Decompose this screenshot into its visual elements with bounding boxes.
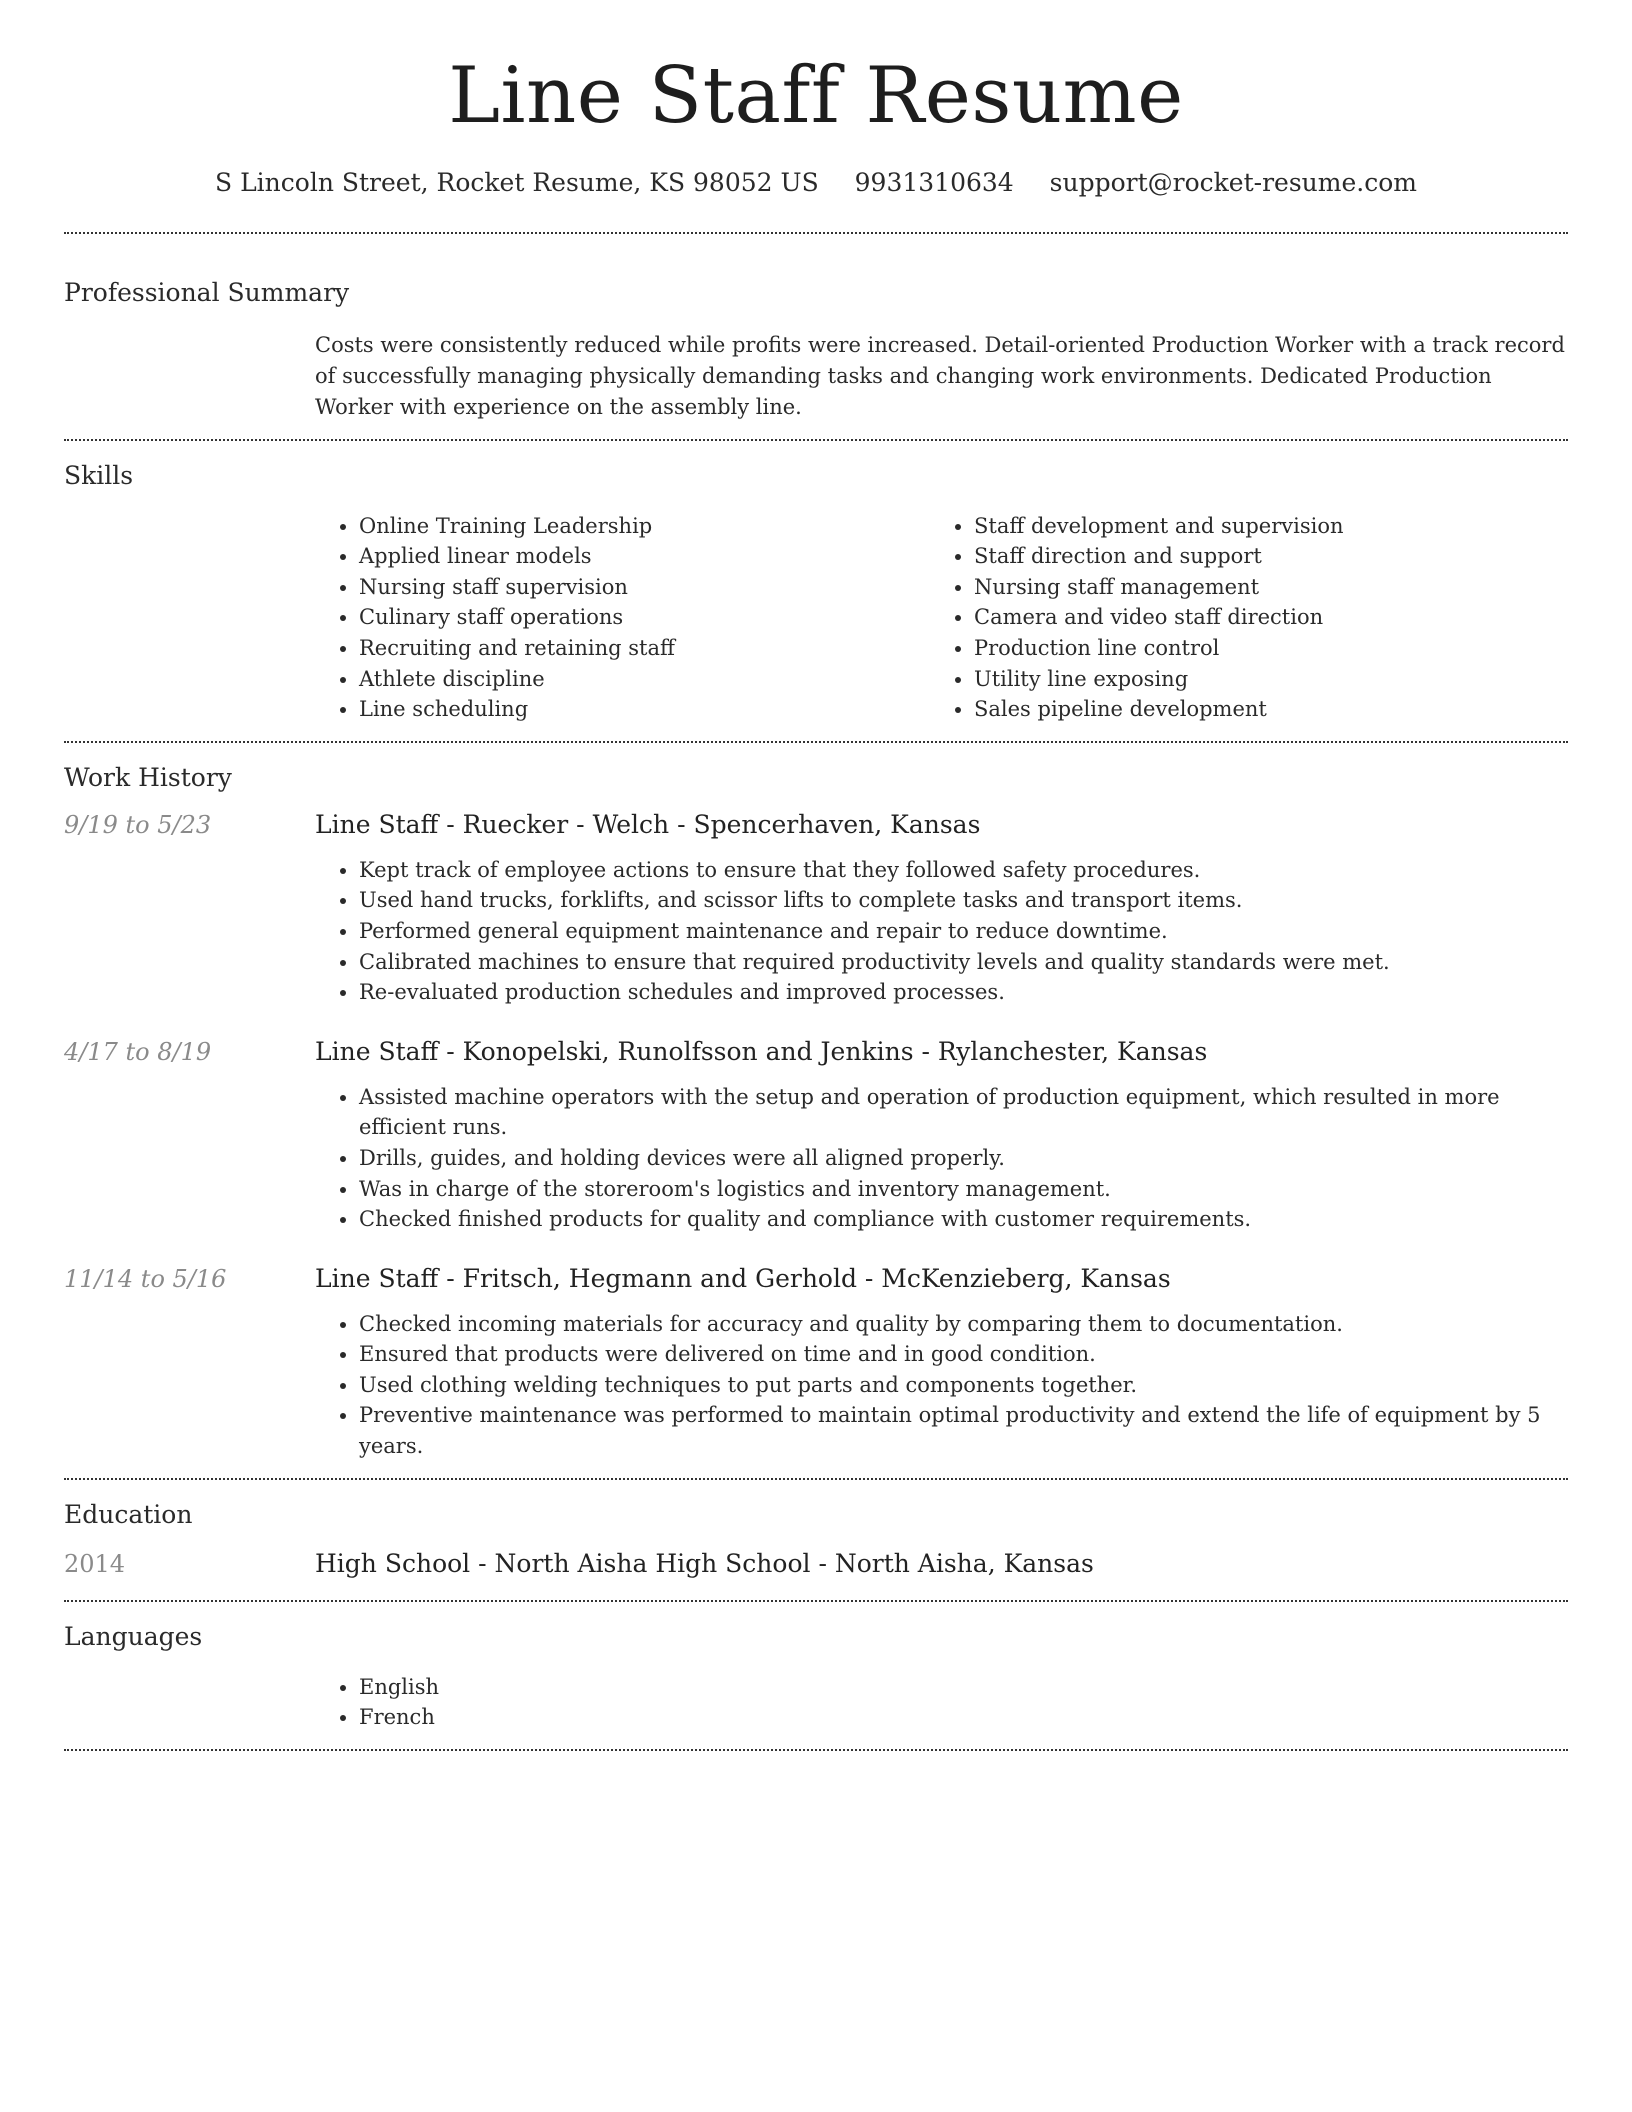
skill-item: • Recruiting and retaining staff [359,633,930,664]
job-entry [64,1263,1568,1462]
summary-section [64,234,1568,439]
skill-item: • Camera and video staff direction [974,602,1568,633]
education-title: High School - North Aisha High School - North Aisha, Kansas [315,1548,1094,1578]
skill-item: • Production line control [974,633,1568,664]
summary-text: Costs were consistently reduced while profits were increased. Detail-oriented Production Worker with a track record of successfully managing physically demanding tasks and changing work environments. Dedicated Production Worker with experience on the assembly line. [315,332,1565,419]
language-item: • English [359,1672,1568,1703]
section-heading-summary: Professional Summary [64,277,350,307]
section-heading-work: Work History [64,762,232,792]
skill-item: • Nursing staff management [974,572,1568,603]
contact-address: S Lincoln Street, Rocket Resume, KS 98052 US [215,167,819,197]
skill-item: • Athlete discipline [359,664,930,695]
job-bullet: • Was in charge of the storeroom's logistics and inventory management. [359,1174,1568,1205]
section-heading-education: Education [64,1499,193,1529]
job-entry [64,1036,1568,1235]
job-bullet: • Used hand trucks, forklifts, and scissor lifts to complete tasks and transport items. [359,885,1568,916]
contact-line [64,168,1568,198]
divider [64,1749,1568,1751]
job-bullet: • Assisted machine operators with the setup and operation of production equipment, which resulted in more efficient runs. [359,1082,1568,1143]
skills-column-right [930,511,1568,725]
job-title: Line Staff - Ruecker - Welch - Spencerhaven, Kansas [315,809,981,839]
job-entry [64,809,1568,1008]
skill-item: • Culinary staff operations [359,602,930,633]
job-bullet: • Checked finished products for quality and compliance with customer requirements. [359,1204,1568,1235]
skill-item: • Online Training Leadership [359,511,930,542]
education-year: 2014 [64,1549,126,1578]
job-bullet: • Re-evaluated production schedules and improved processes. [359,977,1568,1008]
job-dates: 4/17 to 8/19 [64,1037,212,1066]
job-title: Line Staff - Konopelski, Runolfsson and Jenkins - Rylanchester, Kansas [315,1036,1208,1066]
contact-phone: 9931310634 [854,167,1014,197]
education-section [64,1480,1568,1600]
work-history-section [64,743,1568,1478]
education-entry [64,1548,1568,1600]
languages-section [64,1602,1568,1749]
job-bullets [315,1082,1568,1235]
skills-section [64,441,1568,741]
job-dates: 11/14 to 5/16 [64,1264,227,1293]
skill-item: • Applied linear models [359,541,930,572]
skill-item: • Staff direction and support [974,541,1568,572]
skill-item: • Sales pipeline development [974,694,1568,725]
job-title: Line Staff - Fritsch, Hegmann and Gerhold - McKenzieberg, Kansas [315,1263,1171,1293]
job-bullets [315,1309,1568,1462]
job-bullet: • Kept track of employee actions to ensure that they followed safety procedures. [359,855,1568,886]
job-bullet: • Used clothing welding techniques to put parts and components together. [359,1370,1568,1401]
job-bullet: • Preventive maintenance was performed to maintain optimal productivity and extend the life of equipment by 5 years. [359,1400,1568,1461]
languages-list [315,1672,1568,1733]
skill-item: • Line scheduling [359,694,930,725]
skill-item: • Staff development and supervision [974,511,1568,542]
language-item: • French [359,1702,1568,1733]
skill-item: • Nursing staff supervision [359,572,930,603]
contact-email: support@rocket-resume.com [1049,167,1417,197]
section-heading-skills: Skills [64,460,134,490]
skills-list [315,511,1568,741]
job-bullet: • Calibrated machines to ensure that required productivity levels and quality standards were met. [359,947,1568,978]
skills-column-left [315,511,930,725]
job-dates: 9/19 to 5/23 [64,810,212,839]
resume-title: Line Staff Resume [448,51,1184,141]
job-bullet: • Performed general equipment maintenance and repair to reduce downtime. [359,916,1568,947]
section-heading-languages: Languages [64,1621,203,1651]
job-bullet: • Checked incoming materials for accuracy and quality by comparing them to documentation. [359,1309,1568,1340]
job-bullet: • Ensured that products were delivered on time and in good condition. [359,1339,1568,1370]
job-bullets [315,855,1568,1008]
job-bullet: • Drills, guides, and holding devices were all aligned properly. [359,1143,1568,1174]
skill-item: • Utility line exposing [974,664,1568,695]
